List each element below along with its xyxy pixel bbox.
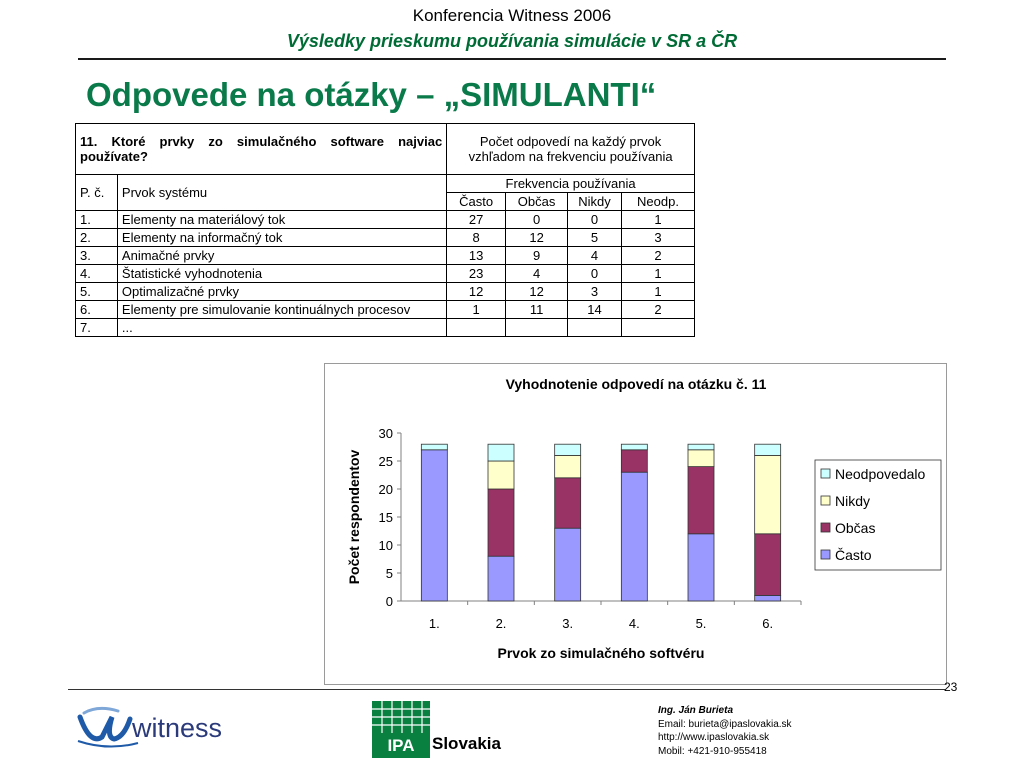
row-item: Elementy pre simulovanie kontinuálnych procesov [117, 301, 446, 319]
legend-swatch [821, 550, 830, 559]
y-axis-label: Počet respondentov [346, 449, 362, 585]
table-row [76, 283, 695, 301]
results-table [75, 123, 695, 337]
bar-segment [421, 444, 447, 450]
contact-mobile: Mobil: +421-910-955418 [658, 745, 767, 757]
row-no: 7. [76, 319, 118, 337]
chart-container [324, 363, 947, 685]
x-tick-label: 5. [695, 616, 707, 631]
table-header-row [76, 124, 695, 175]
y-tick-label: 0 [385, 594, 393, 609]
legend-swatch [821, 523, 830, 532]
row-item: Animačné prvky [117, 247, 446, 265]
bar-segment [621, 450, 647, 472]
freq-col-header: Neodp. [622, 193, 695, 211]
footer-divider [68, 689, 945, 690]
bar-segment [688, 444, 714, 450]
row-value: 8 [447, 229, 506, 247]
bar-segment [755, 455, 781, 533]
y-tick-label: 10 [378, 538, 393, 553]
row-value: 1 [622, 283, 695, 301]
witness-swoosh-icon [68, 697, 244, 755]
table-row [76, 211, 695, 229]
row-no: 6. [76, 301, 118, 319]
witness-logo-text: witness [132, 713, 223, 743]
col-item-header: Prvok systému [117, 175, 446, 211]
question-cell: 11. Ktoré prvky zo simulačného software najviac používate? [76, 124, 447, 175]
table-row [76, 319, 695, 337]
bar-segment [555, 528, 581, 601]
y-tick-label: 25 [378, 454, 393, 469]
x-tick-label: 2. [495, 616, 507, 631]
table-row [76, 265, 695, 283]
row-value: 12 [506, 283, 568, 301]
row-value: 1 [447, 301, 506, 319]
ipa-grid-icon [372, 701, 430, 733]
y-tick-label: 30 [378, 426, 393, 441]
row-value: 1 [622, 211, 695, 229]
bar-segment [621, 444, 647, 450]
row-value: 12 [506, 229, 568, 247]
contact-block [658, 704, 792, 758]
row-value: 0 [568, 211, 622, 229]
row-value [447, 319, 506, 337]
bar-segment [555, 455, 581, 477]
legend-swatch [821, 496, 830, 505]
page-number: 23 [944, 680, 958, 694]
row-value [622, 319, 695, 337]
freq-col-header: Nikdy [568, 193, 622, 211]
row-value: 5 [568, 229, 622, 247]
contact-web: http://www.ipaslovakia.sk [658, 732, 770, 743]
row-no: 5. [76, 283, 118, 301]
chart-title: Vyhodnotenie odpovedí na otázku č. 11 [505, 376, 767, 392]
table-subheader-row [76, 175, 695, 193]
y-tick-label: 5 [385, 566, 393, 581]
legend-label: Občas [835, 520, 876, 536]
legend-label: Často [835, 547, 872, 563]
bar-segment [488, 489, 514, 556]
row-value [506, 319, 568, 337]
x-tick-label: 4. [628, 616, 640, 631]
x-axis-label: Prvok zo simulačného softvéru [497, 645, 705, 661]
ipa-label: IPA [372, 733, 430, 758]
bar-segment [488, 461, 514, 489]
row-value: 11 [506, 301, 568, 319]
freq-col-header: Často [447, 193, 506, 211]
row-value: 9 [506, 247, 568, 265]
row-value: 0 [568, 265, 622, 283]
stacked-bar-chart [325, 364, 946, 684]
row-no: 2. [76, 229, 118, 247]
bar-segment [488, 556, 514, 601]
row-value: 4 [506, 265, 568, 283]
row-value: 1 [622, 265, 695, 283]
row-value [568, 319, 622, 337]
header-divider [78, 58, 946, 60]
row-item: Elementy na informačný tok [117, 229, 446, 247]
bar-segment [755, 595, 781, 601]
legend-label: Neodpovedalo [835, 466, 926, 482]
row-no: 4. [76, 265, 118, 283]
row-item: Elementy na materiálový tok [117, 211, 446, 229]
row-value: 27 [447, 211, 506, 229]
row-item: ... [117, 319, 446, 337]
x-tick-label: 1. [428, 616, 440, 631]
row-value: 2 [622, 247, 695, 265]
row-value: 14 [568, 301, 622, 319]
page-title: Odpovede na otázky – „SIMULANTI“ [86, 76, 657, 113]
row-value: 0 [506, 211, 568, 229]
col-no-header: P. č. [76, 175, 118, 211]
row-value: 3 [622, 229, 695, 247]
row-value: 3 [568, 283, 622, 301]
legend-label: Nikdy [835, 493, 871, 509]
conference-title: Konferencia Witness 2006 [412, 6, 612, 25]
bar-segment [621, 472, 647, 601]
bar-segment [555, 444, 581, 455]
slide-subtitle: Výsledky prieskumu používania simulácie v SR a ČR [286, 31, 738, 51]
row-value: 4 [568, 247, 622, 265]
contact-email: Email: burieta@ipaslovakia.sk [658, 718, 792, 730]
bar-segment [688, 467, 714, 534]
bar-segment [755, 534, 781, 596]
table-row [76, 247, 695, 265]
legend-swatch [821, 469, 830, 478]
table-row [76, 229, 695, 247]
bar-segment [555, 478, 581, 528]
contact-name: Ing. Ján Burieta [658, 705, 734, 716]
row-value: 12 [447, 283, 506, 301]
row-value: 2 [622, 301, 695, 319]
row-item: Štatistické vyhodnotenia [117, 265, 446, 283]
y-tick-label: 20 [378, 482, 393, 497]
x-tick-label: 6. [762, 616, 774, 631]
row-no: 3. [76, 247, 118, 265]
row-value: 13 [447, 247, 506, 265]
ipa-logo [372, 701, 516, 758]
bar-segment [755, 444, 781, 455]
bar-segment [488, 444, 514, 461]
bar-segment [421, 450, 447, 601]
bar-segment [688, 534, 714, 601]
row-item: Optimalizačné prvky [117, 283, 446, 301]
freq-col-header: Občas [506, 193, 568, 211]
y-tick-label: 15 [378, 510, 393, 525]
x-tick-label: 3. [562, 616, 574, 631]
row-no: 1. [76, 211, 118, 229]
slovakia-label: Slovakia [432, 734, 501, 753]
row-value: 23 [447, 265, 506, 283]
count-header-cell: Počet odpovedí na každý prvok vzhľadom na frekvenciu používania [447, 124, 695, 175]
freq-header: Frekvencia používania [447, 175, 695, 193]
witness-logo [68, 697, 244, 755]
bar-segment [688, 450, 714, 467]
table-row [76, 301, 695, 319]
